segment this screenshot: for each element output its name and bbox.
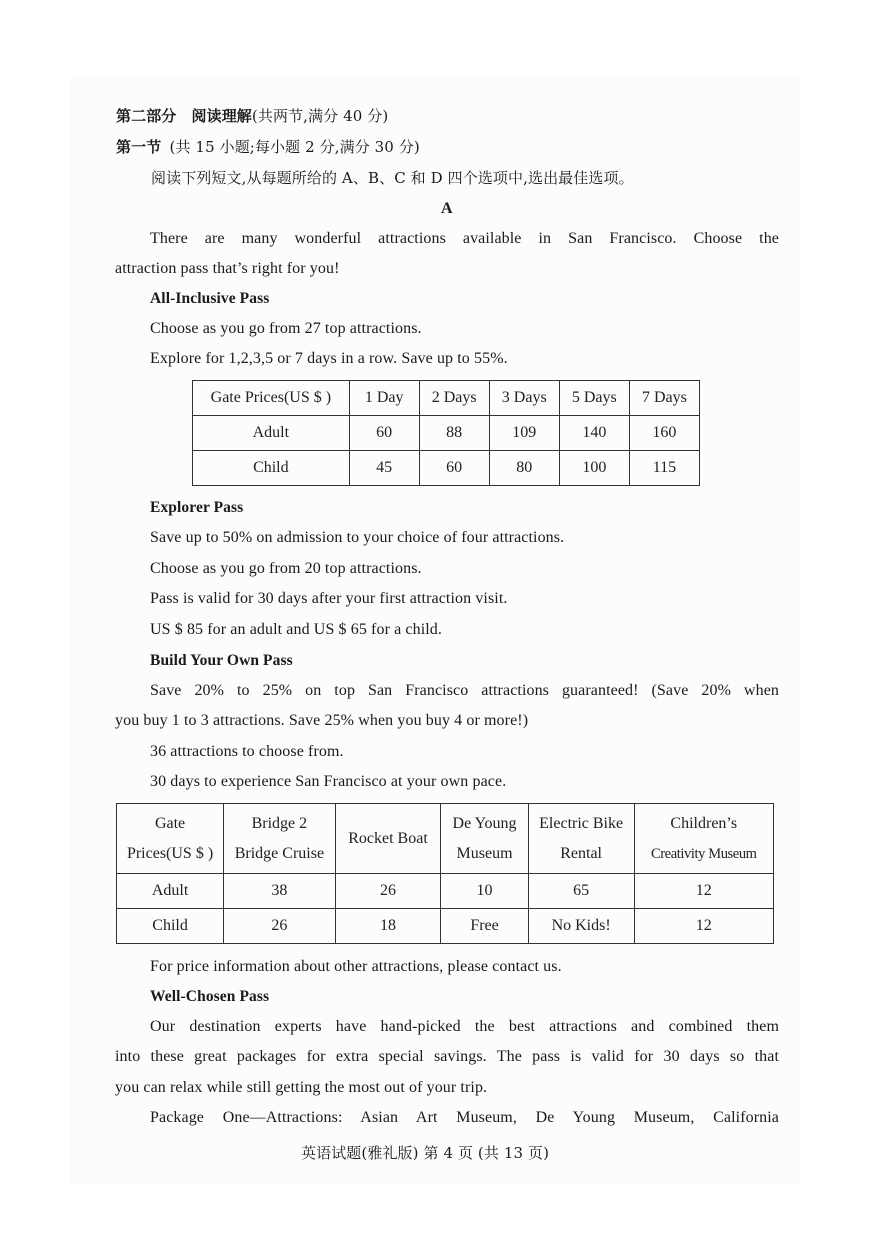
build-your-own-line-1: Save 20% to 25% on top San Francisco attractions guaranteed! (Save 20% when [150, 682, 779, 699]
build-your-own-line-2: you buy 1 to 3 attractions. Save 25% when you buy 4 or more!) [115, 712, 529, 729]
price-info-note: For price information about other attractions, please contact us. [150, 958, 562, 975]
all-inclusive-price-table [192, 380, 700, 486]
subsection-title [116, 137, 420, 158]
build-your-own-line-4: 30 days to experience San Francisco at your own pace. [150, 773, 507, 790]
all-inclusive-line-1: Choose as you go from 27 top attractions. [150, 320, 422, 337]
intro-line-2: attraction pass that’s right for you! [115, 260, 340, 277]
subsection-title-rest: (共 15 小题;每小题 2 分,满分 30 分) [169, 138, 420, 156]
table-cell: 45 [349, 451, 419, 486]
attraction-price-table [116, 803, 774, 944]
table-row [117, 874, 774, 909]
table-header-cell: 5 Days [559, 381, 629, 416]
table-cell: Adult [117, 874, 224, 909]
table-cell: 100 [559, 451, 629, 486]
well-chosen-line-3: you can relax while still getting the most out of your trip. [115, 1079, 488, 1096]
table-header-row [117, 804, 774, 874]
page-footer: 英语试题(雅礼版) 第 4 页 (共 13 页) [301, 1144, 550, 1162]
part-title-rest: (共两节,满分 40 分) [251, 107, 389, 125]
table-cell: 140 [559, 416, 629, 451]
table-row [193, 416, 700, 451]
table-cell: 26 [335, 874, 441, 909]
table-header-cell: Rocket Boat [335, 804, 441, 874]
table-cell: 160 [629, 416, 699, 451]
table-header-cell: 2 Days [419, 381, 489, 416]
all-inclusive-title: All-Inclusive Pass [150, 290, 270, 307]
table-header-row [193, 381, 700, 416]
subsection-title-bold: 第一节 [116, 138, 162, 156]
explorer-line-1: Save up to 50% on admission to your choice of four attractions. [150, 529, 565, 546]
table-cell: 115 [629, 451, 699, 486]
part-title [116, 106, 388, 127]
table-cell: 65 [528, 874, 634, 909]
table-header-cell: De Young Museum [441, 804, 528, 874]
explorer-line-2: Choose as you go from 20 top attractions. [150, 560, 422, 577]
build-your-own-line-3: 36 attractions to choose from. [150, 743, 344, 760]
all-inclusive-line-2: Explore for 1,2,3,5 or 7 days in a row. Save up to 55%. [150, 350, 508, 367]
build-your-own-title: Build Your Own Pass [150, 652, 293, 669]
table-header-cell: 1 Day [349, 381, 419, 416]
table-cell: 12 [634, 909, 773, 944]
table-cell: Child [117, 909, 224, 944]
table-header-cell: Gate Prices(US $ ) [117, 804, 224, 874]
table-cell: 10 [441, 874, 528, 909]
part-title-bold: 第二部分 阅读理解 [116, 107, 252, 125]
well-chosen-title: Well-Chosen Pass [150, 988, 270, 1005]
table-cell: Free [441, 909, 528, 944]
intro-line-1: There are many wonderful attractions available in San Francisco. Choose the [150, 230, 779, 247]
table-cell: 60 [349, 416, 419, 451]
table-header-cell: Electric Bike Rental [528, 804, 634, 874]
table-cell: 80 [489, 451, 559, 486]
explorer-line-3: Pass is valid for 30 days after your first attraction visit. [150, 590, 508, 607]
table-header-cell: Gate Prices(US $ ) [193, 381, 350, 416]
table-row [117, 909, 774, 944]
table-cell: 109 [489, 416, 559, 451]
table-cell: Child [193, 451, 350, 486]
table-header-cell: Children’s Creativity Museum [634, 804, 773, 874]
explorer-line-4: US $ 85 for an adult and US $ 65 for a child. [150, 621, 443, 638]
explorer-title: Explorer Pass [150, 499, 244, 516]
table-header-cell: 3 Days [489, 381, 559, 416]
table-header-cell: Bridge 2 Bridge Cruise [224, 804, 336, 874]
table-cell: 38 [224, 874, 336, 909]
table-cell: 88 [419, 416, 489, 451]
well-chosen-line-2: into these great packages for extra special savings. The pass is valid for 30 days so that [115, 1048, 779, 1065]
table-cell: 18 [335, 909, 441, 944]
table-cell: 12 [634, 874, 773, 909]
table-row [193, 451, 700, 486]
well-chosen-line-4: Package One—Attractions: Asian Art Museum, De Young Museum, California [150, 1109, 779, 1126]
well-chosen-line-1: Our destination experts have hand-picked the best attractions and combined them [150, 1018, 779, 1035]
table-header-cell: 7 Days [629, 381, 699, 416]
table-cell: 60 [419, 451, 489, 486]
passage-letter: A [441, 200, 453, 217]
table-cell: Adult [193, 416, 350, 451]
table-cell: No Kids! [528, 909, 634, 944]
table-cell: 26 [224, 909, 336, 944]
instructions: 阅读下列短文,从每题所给的 A、B、C 和 D 四个选项中,选出最佳选项。 [151, 169, 634, 187]
